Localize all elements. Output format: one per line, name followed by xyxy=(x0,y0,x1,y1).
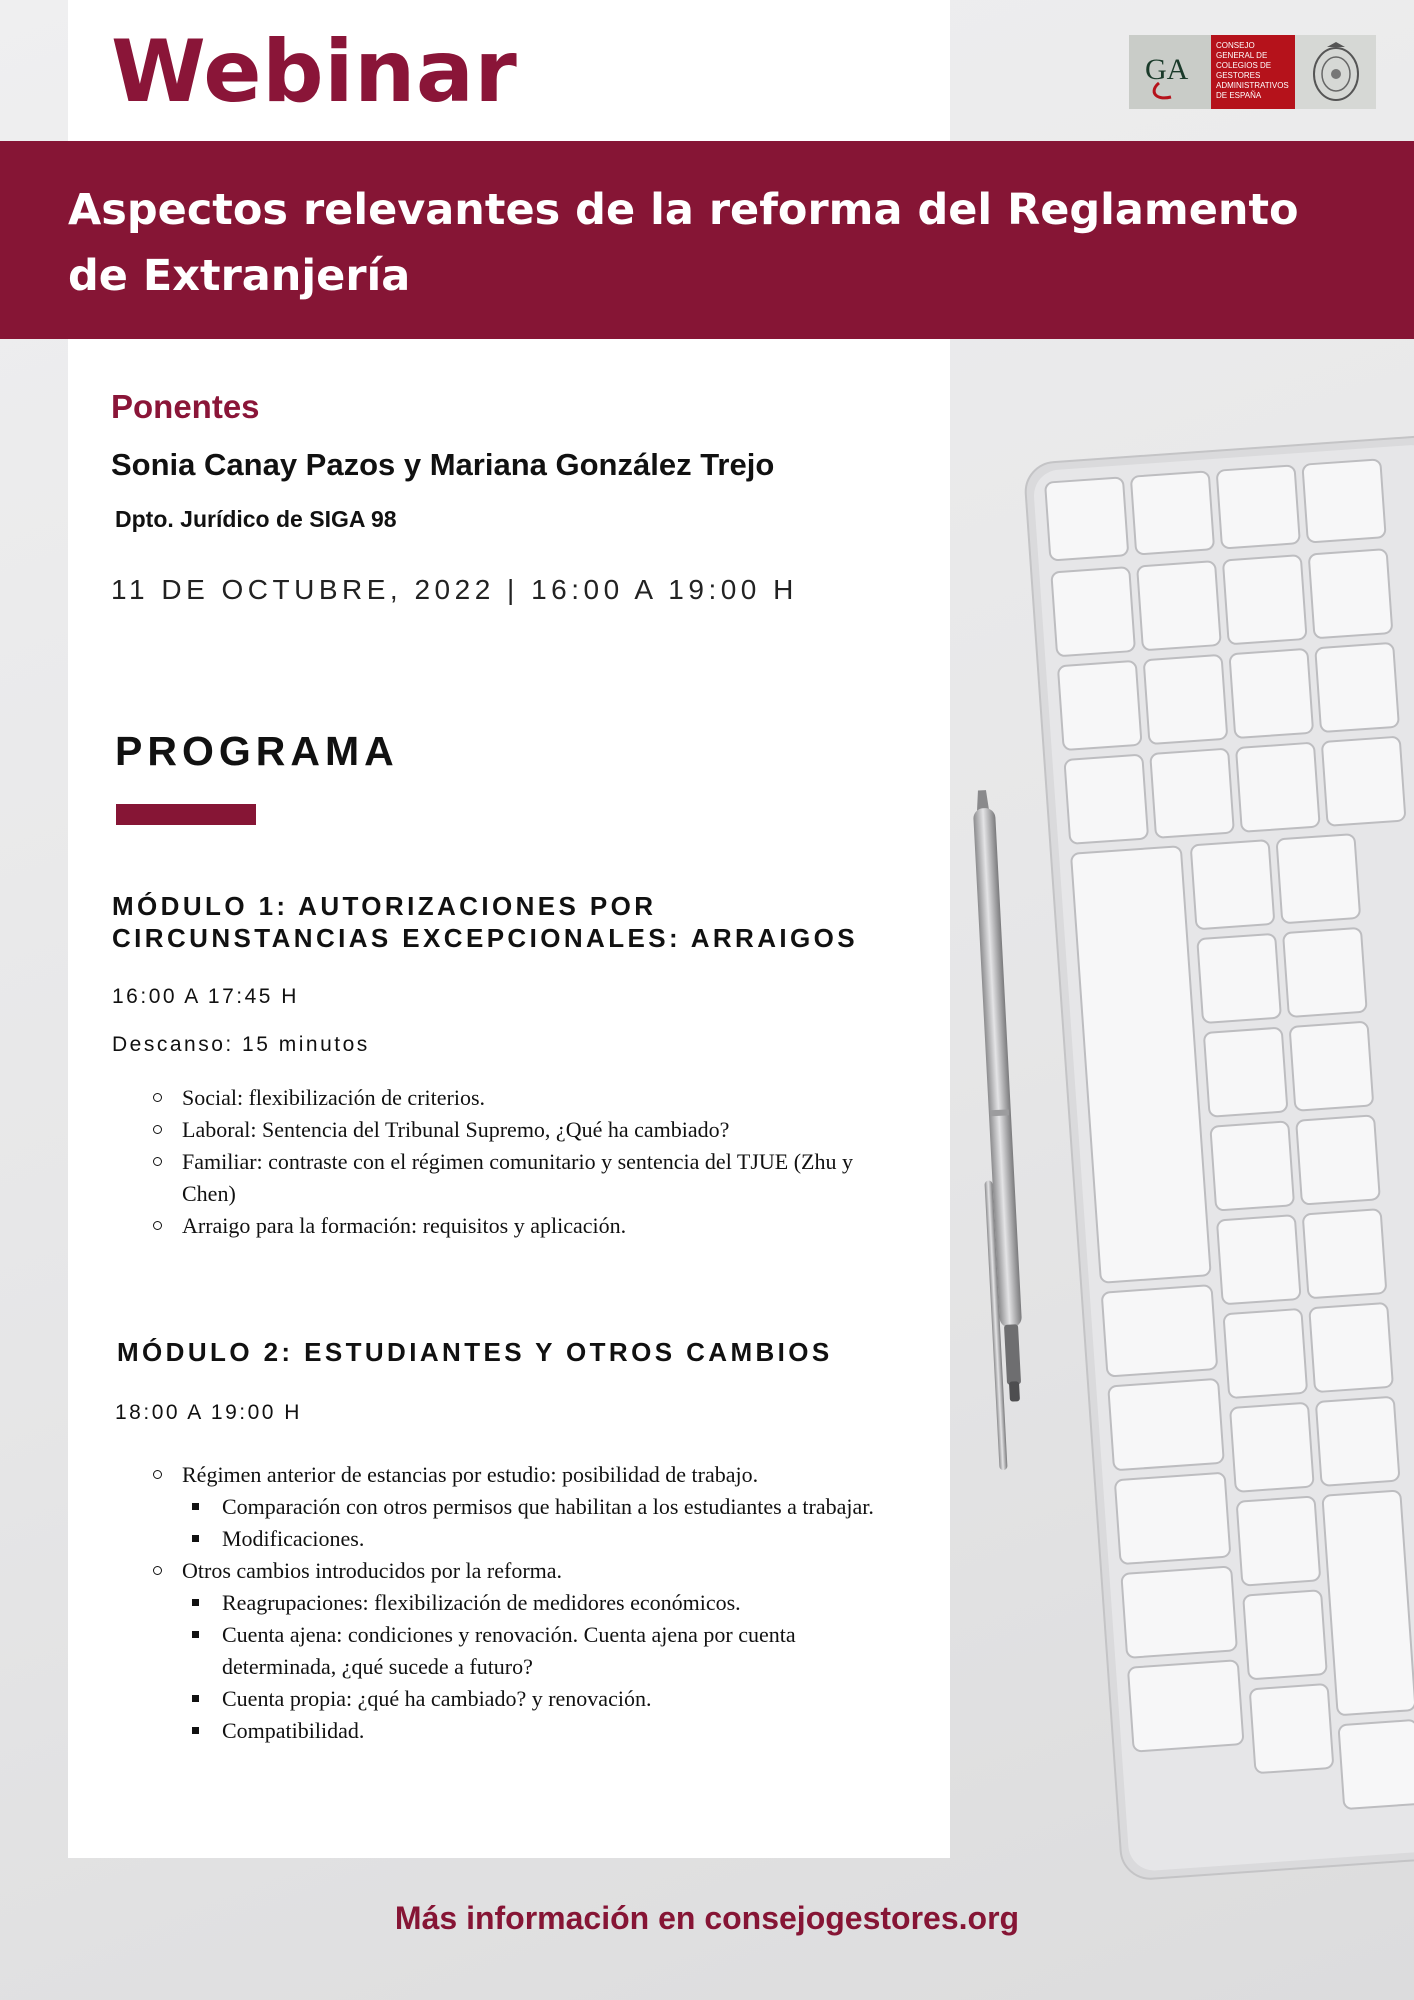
logo-org-text: CONSEJO GENERAL DE COLEGIOS DE GESTORES ADMINISTRATIVOS DE ESPAÑA xyxy=(1211,35,1295,109)
module-1-time: 16:00 A 17:45 H xyxy=(112,985,299,1008)
program-heading: PROGRAMA xyxy=(115,728,399,774)
module-1-break: Descanso: 15 minutos xyxy=(112,1033,370,1056)
list-item xyxy=(150,1459,910,1555)
sub-list-item: Comparación con otros permisos que habilitan a los estudiantes a trabajar. xyxy=(182,1491,910,1523)
logo-initials: GA xyxy=(1145,53,1189,86)
list-item: Familiar: contraste con el régimen comunitario y sentencia del TJUE (Zhu y Chen) xyxy=(150,1146,910,1210)
module-1-title: MÓDULO 1: AUTORIZACIONES POR CIRCUNSTANCIAS EXCEPCIONALES: ARRAIGOS xyxy=(112,891,859,953)
sub-list-item: Compatibilidad. xyxy=(182,1715,910,1747)
keyboard-pen-illustration xyxy=(950,420,1414,1880)
ga-logo-mark xyxy=(1129,35,1211,109)
list-item: Arraigo para la formación: requisitos y aplicación. xyxy=(150,1210,910,1242)
speaker-names: Sonia Canay Pazos y Mariana González Trejo xyxy=(111,447,775,482)
organization-logo xyxy=(1129,35,1376,109)
list-item-text: Otros cambios introducidos por la reforma. xyxy=(182,1558,563,1583)
list-item-text: Régimen anterior de estancias por estudio: posibilidad de trabajo. xyxy=(182,1462,759,1487)
speaker-department: Dpto. Jurídico de SIGA 98 xyxy=(115,506,397,532)
program-heading-underline xyxy=(116,804,256,825)
module-1-topics xyxy=(150,1082,910,1242)
sub-list xyxy=(182,1587,910,1747)
page-title: Webinar xyxy=(111,22,518,122)
module-2-topics xyxy=(150,1459,910,1747)
speakers-label: Ponentes xyxy=(111,388,260,425)
sub-list-item: Reagrupaciones: flexibilización de medidores económicos. xyxy=(182,1587,910,1619)
module-2-title: MÓDULO 2: ESTUDIANTES Y OTROS CAMBIOS xyxy=(117,1337,833,1367)
footer-more-info-link[interactable]: Más información en consejogestores.org xyxy=(394,1900,1020,1936)
list-item: Laboral: Sentencia del Tribunal Supremo, ¿Qué ha cambiado? xyxy=(150,1114,910,1146)
module-2-time: 18:00 A 19:00 H xyxy=(115,1401,302,1424)
sub-list-item: Modificaciones. xyxy=(182,1523,910,1555)
webinar-subject: Aspectos relevantes de la reforma del Reglamento de Extranjería xyxy=(68,185,1299,301)
list-item xyxy=(150,1555,910,1747)
event-date-time: 11 DE OCTUBRE, 2022 | 16:00 A 19:00 H xyxy=(111,574,798,605)
seal-icon xyxy=(1295,35,1376,109)
sub-list-item: Cuenta propia: ¿qué ha cambiado? y renovación. xyxy=(182,1683,910,1715)
list-item: Social: flexibilización de criterios. xyxy=(150,1082,910,1114)
sub-list xyxy=(182,1491,910,1555)
sub-list-item: Cuenta ajena: condiciones y renovación. Cuenta ajena por cuenta determinada, ¿qué sucede a futuro? xyxy=(182,1619,910,1683)
